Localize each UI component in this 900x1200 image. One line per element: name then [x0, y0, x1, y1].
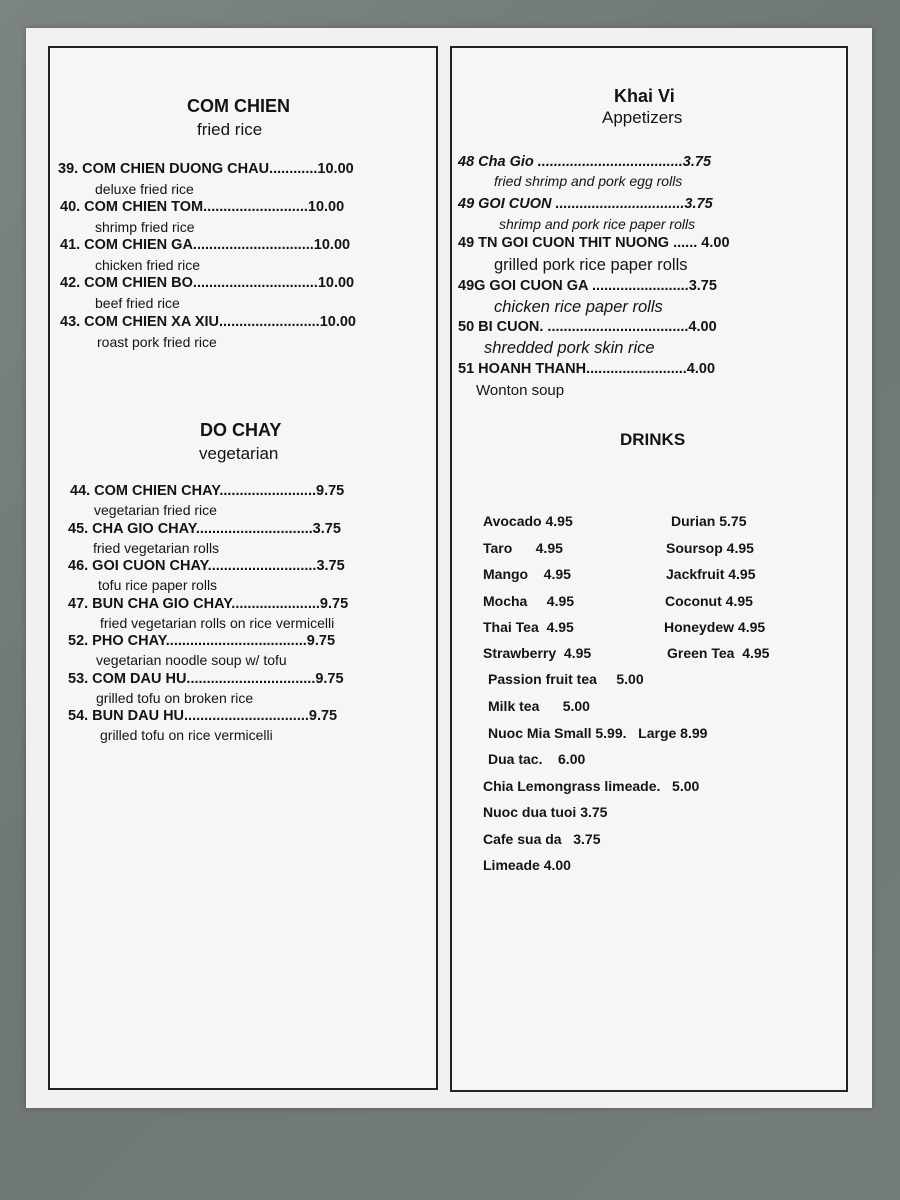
menu-item-40-desc: shrimp fried rice	[95, 219, 195, 235]
drink-mango: Mango 4.95	[483, 566, 571, 582]
menu-item-43-desc: roast pork fried rice	[97, 334, 217, 350]
drink-taro: Taro 4.95	[483, 540, 563, 556]
drink-nuoc-dua-tuoi: Nuoc dua tuoi 3.75	[483, 804, 608, 820]
do-chay-subtitle: vegetarian	[199, 444, 279, 463]
menu-item-41-desc: chicken fried rice	[95, 257, 201, 273]
menu-page	[26, 28, 872, 1108]
menu-item-49-desc: shrimp and pork rice paper rolls	[499, 216, 696, 232]
menu-item-54-desc: grilled tofu on rice vermicelli	[100, 727, 273, 743]
drink-thai-tea: Thai Tea 4.95	[483, 619, 574, 635]
drink-jackfruit: Jackfruit 4.95	[666, 566, 756, 582]
menu-item-46-desc: tofu rice paper rolls	[98, 577, 218, 593]
drink-passion-fruit-tea: Passion fruit tea 5.00	[488, 671, 644, 687]
menu-item-53-desc: grilled tofu on broken rice	[96, 690, 254, 706]
menu-item-51: 51 HOANH THANH.........................4.00	[458, 361, 716, 377]
com-chien-subtitle: fried rice	[197, 120, 263, 139]
menu-item-48-desc: fried shrimp and pork egg rolls	[494, 173, 683, 189]
menu-item-40: 40. COM CHIEN TOM..........................10.00	[60, 199, 345, 215]
menu-item-51-desc: Wonton soup	[476, 382, 565, 399]
menu-item-48: 48 Cha Gio ....................................3.75	[458, 154, 712, 170]
drink-durian: Durian 5.75	[671, 513, 747, 529]
menu-item-49tn: 49 TN GOI CUON THIT NUONG ...... 4.00	[458, 235, 730, 251]
menu-item-44: 44. COM CHIEN CHAY........................9.75	[70, 483, 345, 499]
drink-chia-lemongrass-limeade: Chia Lemongrass limeade. 5.00	[483, 778, 700, 794]
menu-item-49tn-desc: grilled pork rice paper rolls	[494, 256, 688, 274]
menu-item-45: 45. CHA GIO CHAY.............................3.75	[68, 521, 341, 537]
menu-item-50: 50 BI CUON. ...................................4.00	[458, 319, 717, 335]
menu-item-47-desc: fried vegetarian rolls on rice vermicelli	[100, 615, 335, 631]
do-chay-title: DO CHAY	[200, 420, 282, 440]
drink-limeade: Limeade 4.00	[483, 857, 571, 873]
menu-item-52-desc: vegetarian noodle soup w/ tofu	[96, 652, 287, 668]
drink-nuoc-mia: Nuoc Mia Small 5.99. Large 8.99	[488, 725, 708, 741]
drink-cafe-sua-da: Cafe sua da 3.75	[483, 831, 601, 847]
drink-strawberry: Strawberry 4.95	[483, 645, 592, 661]
menu-item-49: 49 GOI CUON ................................3.75	[458, 196, 713, 212]
menu-item-46: 46. GOI CUON CHAY...........................3.75	[68, 558, 345, 574]
drink-avocado: Avocado 4.95	[483, 513, 573, 529]
drink-dua-tac: Dua tac. 6.00	[488, 751, 586, 767]
com-chien-title: COM CHIEN	[187, 96, 290, 116]
menu-item-39-desc: deluxe fried rice	[95, 181, 194, 197]
menu-item-42-desc: beef fried rice	[95, 295, 180, 311]
drinks-title: DRINKS	[620, 430, 686, 449]
drink-honeydew: Honeydew 4.95	[664, 619, 766, 635]
menu-item-52: 52. PHO CHAY...................................9.75	[68, 633, 336, 649]
drink-green-tea: Green Tea 4.95	[667, 645, 770, 661]
menu-item-41: 41. COM CHIEN GA..............................10.00	[60, 237, 351, 253]
menu-item-42: 42. COM CHIEN BO...............................10.00	[60, 275, 355, 291]
menu-item-43: 43. COM CHIEN XA XIU.........................10.00	[60, 314, 356, 330]
menu-item-49g-desc: chicken rice paper rolls	[494, 298, 663, 316]
menu-item-44-desc: vegetarian fried rice	[94, 502, 217, 518]
drink-milk-tea: Milk tea 5.00	[488, 698, 590, 714]
khai-vi-title: Khai Vi	[614, 86, 675, 106]
menu-item-54: 54. BUN DAU HU...............................9.75	[68, 708, 338, 724]
drink-soursop: Soursop 4.95	[666, 540, 754, 556]
menu-item-45-desc: fried vegetarian rolls	[93, 540, 220, 556]
menu-item-47: 47. BUN CHA GIO CHAY......................9.75	[68, 596, 349, 612]
drink-coconut: Coconut 4.95	[665, 593, 753, 609]
menu-item-50-desc: shredded pork skin rice	[484, 339, 655, 357]
menu-item-39: 39. COM CHIEN DUONG CHAU............10.00	[58, 161, 354, 177]
menu-item-49g: 49G GOI CUON GA ........................3.75	[458, 278, 717, 294]
khai-vi-subtitle: Appetizers	[602, 108, 683, 127]
drink-mocha: Mocha 4.95	[483, 593, 575, 609]
menu-item-53: 53. COM DAU HU................................9.75	[68, 671, 344, 687]
